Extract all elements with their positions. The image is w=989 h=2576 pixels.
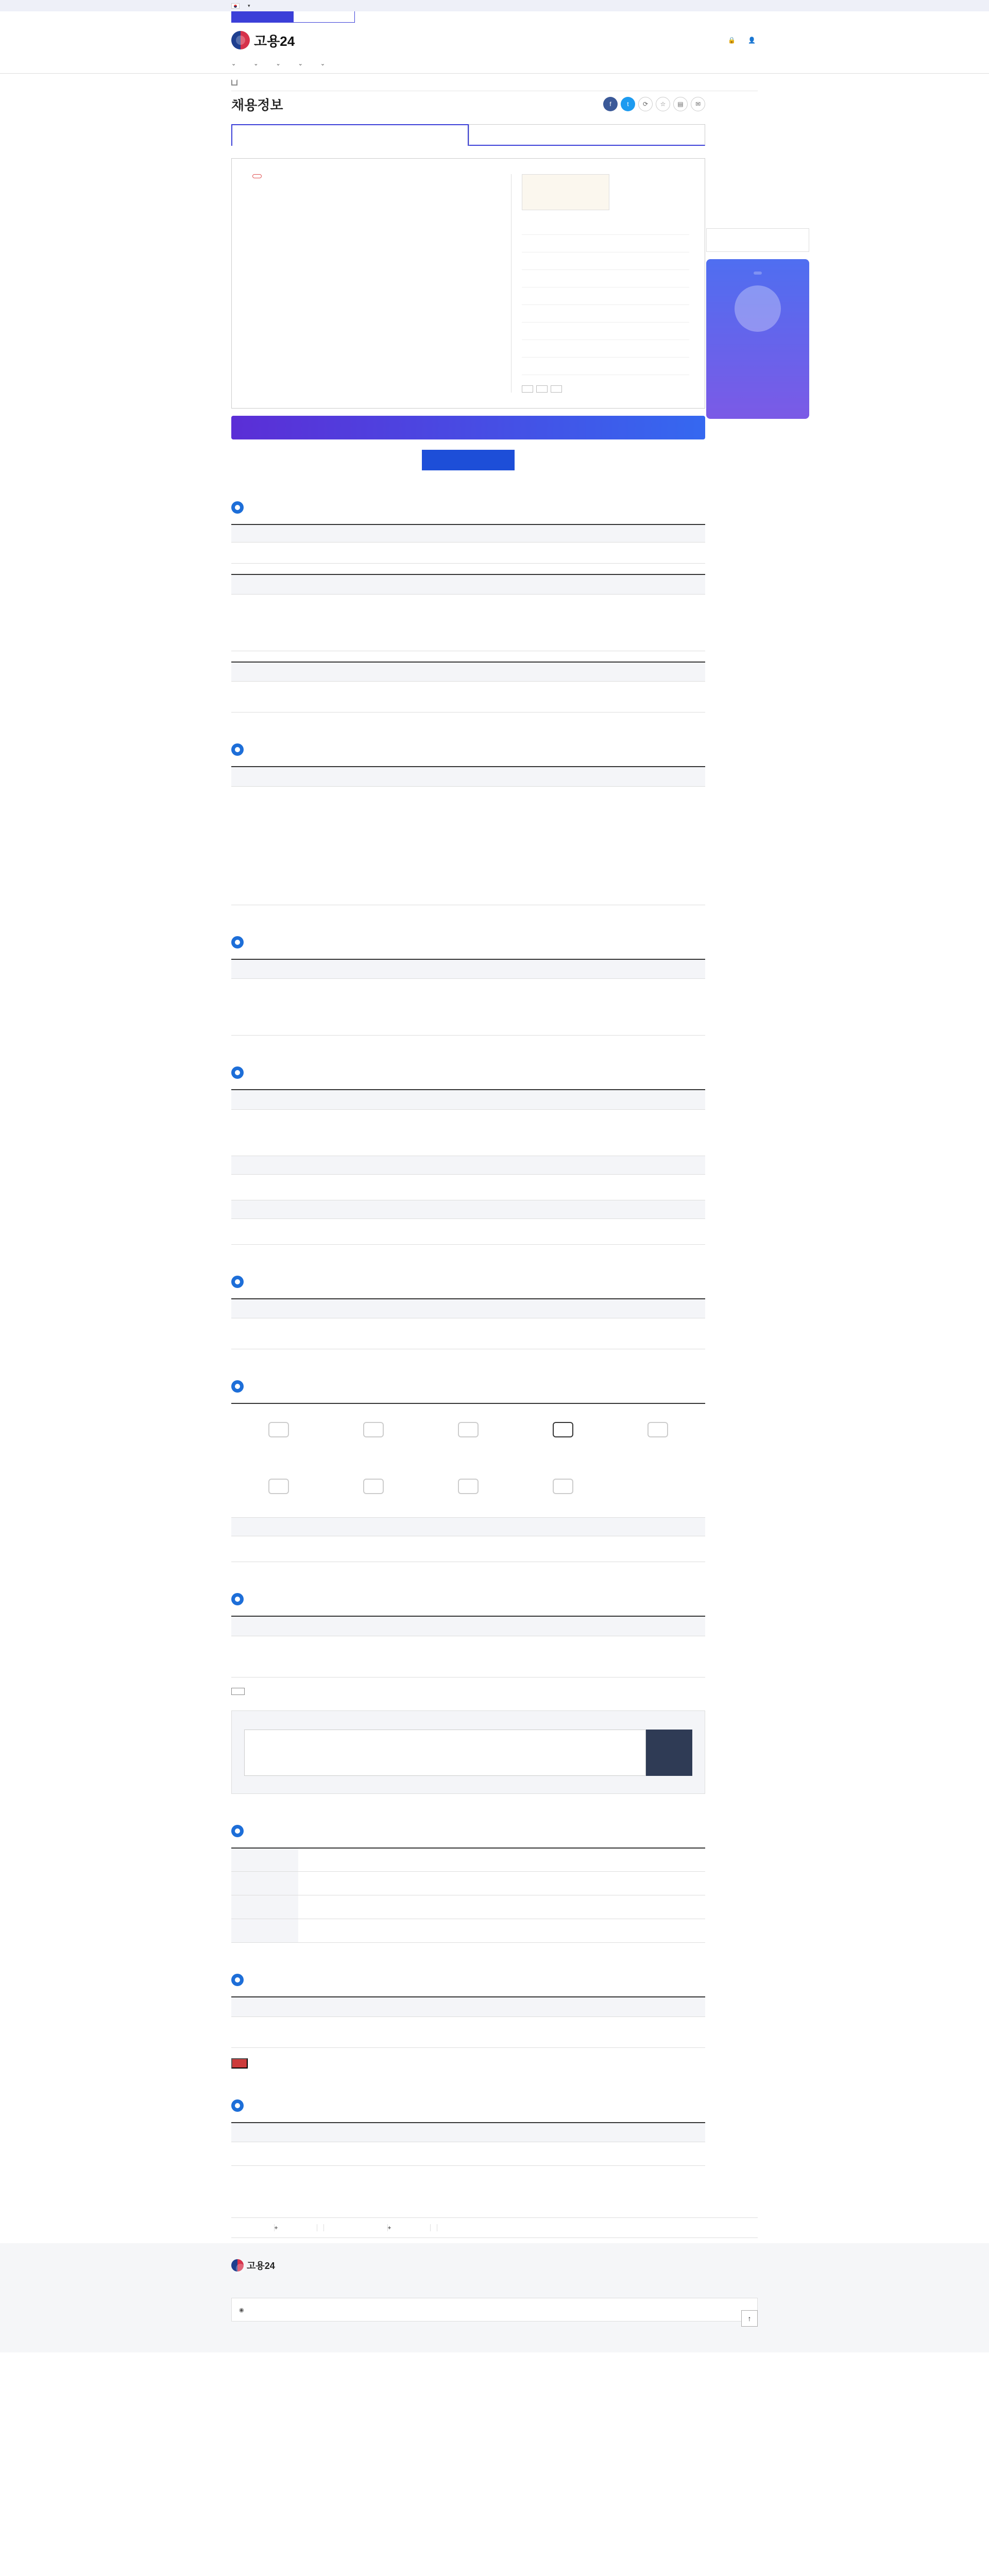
table-cell bbox=[350, 2016, 468, 2047]
facebook-icon[interactable]: f bbox=[603, 97, 618, 111]
welfare-icon bbox=[647, 1422, 668, 1437]
table-cell bbox=[231, 1109, 326, 1156]
table-cell bbox=[626, 979, 705, 1036]
table-cell bbox=[547, 594, 626, 651]
pref-table bbox=[231, 1089, 705, 1245]
welfare-item bbox=[421, 1461, 516, 1517]
section-cert bbox=[231, 1974, 705, 2069]
table-cell bbox=[231, 1218, 421, 1244]
welfare-item-active bbox=[516, 1404, 610, 1461]
table-cell bbox=[626, 2142, 705, 2166]
table-cell bbox=[231, 2016, 350, 2047]
section-icon bbox=[231, 743, 244, 756]
welfare-item bbox=[610, 1404, 705, 1461]
nav-item-jobs[interactable] bbox=[231, 59, 236, 67]
apply-button[interactable] bbox=[422, 450, 515, 470]
accessibility-cert bbox=[231, 2298, 758, 2321]
section-etc bbox=[231, 1276, 705, 1350]
main-content bbox=[231, 91, 705, 2166]
side-recommend-box bbox=[706, 228, 809, 252]
table-cell bbox=[468, 594, 547, 651]
company-logo-image bbox=[522, 174, 609, 210]
login-button[interactable] bbox=[728, 37, 738, 44]
etc-table bbox=[231, 1298, 705, 1350]
nav-item-employment-support[interactable] bbox=[253, 59, 258, 67]
table-subheader bbox=[421, 1200, 705, 1218]
welfare-item bbox=[326, 1461, 421, 1517]
table-header bbox=[310, 959, 389, 979]
nav-item-skills[interactable] bbox=[298, 59, 303, 67]
section-icon bbox=[231, 2099, 244, 2112]
table-header bbox=[326, 767, 421, 786]
map-button[interactable] bbox=[551, 385, 562, 393]
table-header bbox=[389, 2123, 468, 2142]
cert-number bbox=[587, 2016, 705, 2047]
logo-text: 고용24 bbox=[254, 33, 295, 49]
cert-check-button[interactable] bbox=[231, 2058, 248, 2069]
tab-company-info[interactable] bbox=[469, 124, 705, 146]
table-cell bbox=[468, 2016, 587, 2047]
table-cell bbox=[610, 1109, 705, 1156]
table-cell bbox=[389, 2142, 468, 2166]
table-header bbox=[310, 2123, 389, 2142]
robot-icon bbox=[735, 285, 781, 332]
table-cell bbox=[547, 979, 626, 1036]
welfare-icon bbox=[363, 1479, 384, 1494]
welfare-item bbox=[421, 1404, 516, 1461]
table-header bbox=[610, 1616, 705, 1636]
table-row[interactable] bbox=[231, 2142, 705, 2166]
table-header bbox=[421, 1616, 516, 1636]
table-header bbox=[547, 2123, 626, 2142]
section-other-jobs bbox=[231, 2099, 705, 2166]
nav-item-parental-leave[interactable] bbox=[320, 59, 325, 67]
section-icon bbox=[231, 1825, 244, 1837]
table-cell bbox=[421, 1218, 705, 1244]
table-header bbox=[468, 959, 547, 979]
table-header bbox=[547, 662, 705, 682]
print-icon[interactable]: ▤ bbox=[673, 97, 688, 111]
job-summary-card bbox=[231, 158, 705, 409]
section-recruit bbox=[231, 501, 705, 713]
audience-bar bbox=[0, 11, 989, 23]
section-icon bbox=[231, 1276, 244, 1288]
inquiry-submit-button[interactable] bbox=[646, 1730, 692, 1776]
table-cell bbox=[231, 1174, 421, 1200]
location-key bbox=[231, 1895, 298, 1919]
table-cell bbox=[516, 1636, 610, 1677]
table-cell bbox=[310, 2142, 389, 2166]
plus-icon: + bbox=[388, 2224, 431, 2231]
audience-tab-individual[interactable] bbox=[231, 11, 293, 23]
table-header bbox=[231, 1090, 326, 1109]
site-header bbox=[0, 23, 989, 74]
table-header bbox=[626, 2123, 705, 2142]
table-header bbox=[389, 662, 548, 682]
related-site-select[interactable] bbox=[231, 2224, 324, 2231]
recruit-table bbox=[231, 574, 705, 651]
welfare-icon bbox=[268, 1422, 289, 1437]
share-buttons bbox=[603, 97, 705, 111]
table-header bbox=[326, 1616, 421, 1636]
table-header bbox=[610, 1090, 705, 1109]
nav-item-unemployment[interactable] bbox=[276, 59, 280, 67]
table-header bbox=[231, 662, 389, 682]
breadcrumb bbox=[231, 74, 758, 91]
duty-list bbox=[231, 543, 705, 564]
view-count bbox=[231, 146, 705, 158]
family-site-label bbox=[345, 2224, 388, 2231]
bookmark-icon[interactable]: ☆ bbox=[656, 97, 670, 111]
table-header bbox=[231, 767, 326, 786]
section-location bbox=[231, 1825, 705, 1943]
related-site-label bbox=[231, 2224, 275, 2231]
table-cell bbox=[516, 1109, 610, 1156]
welfare-item bbox=[231, 1461, 326, 1517]
table-cell bbox=[610, 1636, 705, 1677]
home-icon[interactable] bbox=[231, 79, 237, 86]
table-cell bbox=[389, 979, 468, 1036]
table-cell bbox=[421, 1109, 516, 1156]
location-value bbox=[298, 1895, 705, 1919]
welfare-icon bbox=[363, 1422, 384, 1437]
table-header bbox=[516, 1090, 610, 1109]
logo-mark-icon bbox=[231, 31, 250, 49]
link-icon[interactable]: ⟳ bbox=[638, 97, 653, 111]
section-icon bbox=[231, 501, 244, 514]
table-header bbox=[310, 574, 389, 594]
table-header bbox=[231, 2123, 310, 2142]
location-value bbox=[298, 1848, 705, 1872]
location-key bbox=[231, 1848, 298, 1872]
welfare-bottom-table bbox=[231, 1517, 705, 1562]
table-header bbox=[468, 1997, 587, 2016]
welfare-item bbox=[516, 1461, 610, 1517]
table-cell bbox=[421, 1174, 705, 1200]
table-header bbox=[610, 767, 705, 786]
table-cell bbox=[326, 786, 421, 905]
table-header bbox=[231, 1299, 705, 1318]
signup-button[interactable] bbox=[748, 37, 758, 44]
tab-job-info[interactable] bbox=[231, 124, 469, 146]
section-select bbox=[231, 936, 705, 1036]
side-panel bbox=[706, 228, 814, 419]
table-cell bbox=[231, 1636, 326, 1677]
table-subheader bbox=[468, 1518, 705, 1536]
table-cell bbox=[468, 2142, 547, 2166]
table-cell bbox=[231, 2142, 310, 2166]
page-title: 채용정보 bbox=[231, 97, 283, 113]
company-info-button[interactable] bbox=[522, 385, 533, 393]
welfare-item bbox=[326, 1404, 421, 1461]
table-cell bbox=[231, 1318, 705, 1349]
section-welfare bbox=[231, 1380, 705, 1562]
section-pref bbox=[231, 1066, 705, 1245]
table-cell bbox=[310, 979, 389, 1036]
table-cell bbox=[389, 594, 468, 651]
location-table bbox=[231, 1848, 705, 1943]
status-badge bbox=[252, 174, 262, 178]
cert-table bbox=[231, 1996, 705, 2048]
table-cell bbox=[231, 786, 326, 905]
table-subheader bbox=[231, 1518, 468, 1536]
mail-icon[interactable]: ✉ bbox=[691, 97, 705, 111]
welfare-grid bbox=[231, 1403, 705, 1517]
table-header bbox=[421, 1090, 516, 1109]
table-cell bbox=[610, 786, 705, 905]
main-nav bbox=[231, 53, 758, 73]
table-header bbox=[350, 1997, 468, 2016]
audience-tab-company[interactable] bbox=[293, 11, 355, 23]
table-cell bbox=[326, 1109, 421, 1156]
table-header bbox=[587, 1997, 705, 2016]
inquiry-textarea[interactable] bbox=[244, 1730, 646, 1776]
section-icon bbox=[231, 1066, 244, 1079]
table-cell bbox=[231, 1536, 468, 1562]
table-subheader bbox=[231, 1156, 421, 1174]
section-icon bbox=[231, 1380, 244, 1393]
plus-icon: + bbox=[275, 2224, 318, 2231]
location-value bbox=[298, 1872, 705, 1895]
table-cell bbox=[516, 786, 610, 905]
recruit-table-2 bbox=[231, 662, 705, 713]
section-icon bbox=[231, 1974, 244, 1986]
select-table bbox=[231, 959, 705, 1036]
table-header bbox=[389, 574, 468, 594]
table-header bbox=[231, 959, 310, 979]
table-header bbox=[626, 574, 705, 594]
table-header bbox=[231, 574, 310, 594]
korea-flag-icon bbox=[231, 3, 240, 9]
lock-icon: 🔒 bbox=[728, 37, 736, 44]
side-ai-ad[interactable] bbox=[706, 259, 809, 419]
welfare-icon bbox=[268, 1479, 289, 1494]
table-cell bbox=[326, 1636, 421, 1677]
table-cell bbox=[547, 682, 705, 713]
section-icon bbox=[231, 936, 244, 948]
user-icon: 👤 bbox=[748, 37, 756, 44]
table-cell bbox=[468, 1536, 705, 1562]
privacy-detail-button[interactable] bbox=[231, 1688, 245, 1695]
section-contact bbox=[231, 1593, 705, 1794]
table-header bbox=[626, 959, 705, 979]
location-value bbox=[298, 1919, 705, 1943]
welfare-icon bbox=[458, 1422, 479, 1437]
family-site-select[interactable] bbox=[345, 2224, 437, 2231]
table-cell bbox=[468, 979, 547, 1036]
location-key bbox=[231, 1919, 298, 1943]
table-header bbox=[421, 767, 516, 786]
table-header bbox=[389, 959, 468, 979]
table-cell bbox=[421, 786, 516, 905]
scroll-top-button[interactable]: ↑ bbox=[741, 2310, 758, 2327]
contact-table bbox=[231, 1616, 705, 1677]
welfare-icon bbox=[458, 1479, 479, 1494]
related-sites-bar bbox=[231, 2217, 758, 2238]
table-cell bbox=[421, 1636, 516, 1677]
table-header bbox=[231, 1997, 350, 2016]
cert-mark-icon: ◉ bbox=[239, 2307, 244, 2313]
utility-links bbox=[231, 23, 758, 28]
table-header bbox=[468, 2123, 547, 2142]
table-header bbox=[231, 1616, 326, 1636]
welfare-icon bbox=[553, 1422, 573, 1437]
table-header bbox=[468, 574, 547, 594]
other-jobs-table bbox=[231, 2122, 705, 2166]
table-cell bbox=[547, 2142, 626, 2166]
ad-pill bbox=[754, 272, 762, 275]
table-cell bbox=[231, 594, 310, 651]
welfare-item bbox=[231, 1404, 326, 1461]
ai-banner[interactable] bbox=[231, 416, 705, 439]
inquiry-box bbox=[231, 1710, 705, 1794]
duty-heading bbox=[231, 524, 705, 543]
info-tabs bbox=[231, 124, 705, 146]
table-cell bbox=[626, 594, 705, 651]
table-subheader bbox=[231, 1200, 421, 1218]
table-cell bbox=[231, 979, 310, 1036]
work-table bbox=[231, 766, 705, 905]
table-header bbox=[326, 1090, 421, 1109]
chevron-down-icon[interactable]: ▾ bbox=[248, 3, 250, 8]
footer-logo-icon bbox=[231, 2259, 244, 2272]
interest-company-button[interactable] bbox=[536, 385, 548, 393]
twitter-icon[interactable]: t bbox=[621, 97, 635, 111]
table-header bbox=[516, 1616, 610, 1636]
table-cell bbox=[231, 682, 389, 713]
welfare-icon bbox=[553, 1479, 573, 1494]
location-key bbox=[231, 1872, 298, 1895]
section-work bbox=[231, 743, 705, 905]
site-footer bbox=[0, 2243, 989, 2352]
footer-logo-text: 고용24 bbox=[247, 2261, 275, 2271]
section-icon bbox=[231, 1593, 244, 1605]
site-logo[interactable] bbox=[231, 31, 295, 50]
gov-banner bbox=[0, 0, 989, 11]
table-header bbox=[547, 574, 626, 594]
table-header bbox=[547, 959, 626, 979]
table-cell bbox=[310, 594, 389, 651]
table-subheader bbox=[421, 1156, 705, 1174]
table-cell bbox=[389, 682, 548, 713]
table-header bbox=[516, 767, 610, 786]
